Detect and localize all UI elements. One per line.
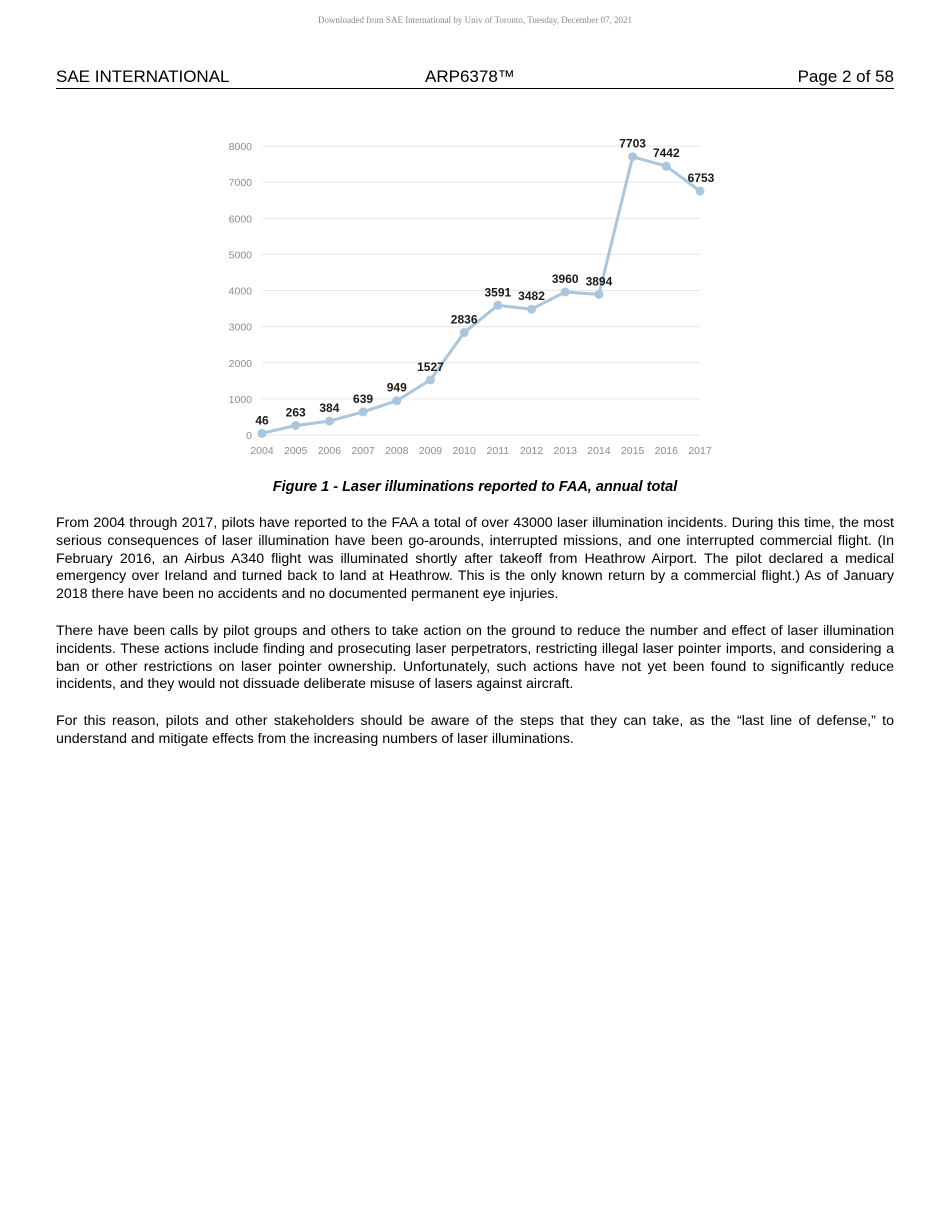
x-tick-label: 2009 [418,445,443,457]
laser-illuminations-line-chart [200,128,740,463]
data-point [628,152,637,161]
data-point [258,429,267,438]
data-point [291,421,300,430]
data-point [696,187,705,196]
data-point [527,305,536,314]
data-point [325,417,334,426]
data-point [460,328,469,337]
y-tick-label: 1000 [228,393,252,406]
data-label: 384 [319,401,340,416]
data-point [493,301,502,310]
data-point [561,287,570,296]
x-tick-label: 2015 [620,445,645,457]
data-label: 3894 [585,274,613,289]
x-tick-label: 2017 [688,445,712,457]
data-label: 3482 [518,289,545,304]
data-label: 639 [353,391,374,406]
y-tick-label: 8000 [228,141,252,153]
x-tick-label: 2007 [351,445,375,457]
data-point [662,162,671,171]
data-point [426,375,435,384]
header-page-number: Page 2 of 58 [797,67,894,86]
y-tick-label: 2000 [228,357,252,370]
body-text [56,515,894,768]
x-tick-label: 2014 [587,445,611,457]
data-point [392,396,401,405]
x-tick-label: 2004 [250,445,274,457]
paragraph-3: For this reason, pilots and other stakeholders should be aware of the steps that they can take, as the “last line of defense,” to understand and mitigate effects from the increasing numbers of laser illuminations. [56,713,894,747]
data-label: 3960 [551,271,579,286]
data-label: 46 [255,413,269,428]
data-label: 7703 [619,136,646,151]
series-line [262,157,700,434]
x-tick-label: 2005 [284,445,308,457]
data-label: 263 [285,405,306,420]
data-label: 2836 [450,312,478,327]
y-tick-label: 0 [246,430,252,442]
header-org: SAE INTERNATIONAL [56,67,230,86]
y-tick-label: 4000 [228,285,252,298]
download-watermark-note: Downloaded from SAE International by Univ of Toronto, Tuesday, December 07, 2021 [317,15,633,25]
x-tick-label: 2016 [654,445,678,457]
data-label: 949 [386,380,407,395]
x-tick-label: 2013 [553,445,577,457]
paragraph-1: From 2004 through 2017, pilots have reported to the FAA a total of over 43000 laser illumination incidents. During this time, the most serious consequences of laser illumination have been go-arounds, interrupted missions, and one interrupted commercial flight. (In February 2016, an Airbus A340 flight was illuminated shortly after takeoff from Heathrow Airport. The pilot declared a medical emergency over Ireland and turned back to land at Heathrow. This is the only known return by a commercial flight.) As of January 2018 there have been no accidents and no documented permanent eye injuries. [56,515,894,603]
data-point [359,407,368,416]
paragraph-2: There have been calls by pilot groups and others to take action on the ground to reduce the number and effect of laser illumination incidents. These actions include finding and prosecuting laser perpetrators, restricting illegal laser pointer imports, and considering a ban or other restrictions on laser pointer ownership. Unfortunately, such actions have not yet been found to significantly reduce incidents, and they would not dissuade deliberate misuse of lasers against aircraft. [56,622,894,693]
header-doc-id: ARP6378™ [425,67,515,86]
running-header [56,66,894,89]
data-label: 1527 [417,359,444,374]
data-label: 7442 [652,146,680,161]
x-tick-label: 2012 [519,445,544,457]
y-tick-label: 5000 [228,249,252,262]
x-tick-label: 2010 [452,445,476,457]
data-label: 6753 [687,171,715,186]
y-tick-label: 6000 [228,213,252,226]
y-tick-label: 7000 [228,177,252,190]
figure-caption: Figure 1 - Laser illuminations reported to FAA, annual total [272,479,678,495]
x-tick-label: 2008 [385,445,409,457]
x-tick-label: 2006 [317,445,342,457]
data-point [594,290,603,299]
y-tick-label: 3000 [228,321,252,334]
x-tick-label: 2011 [486,445,510,457]
data-label: 3591 [484,285,512,300]
